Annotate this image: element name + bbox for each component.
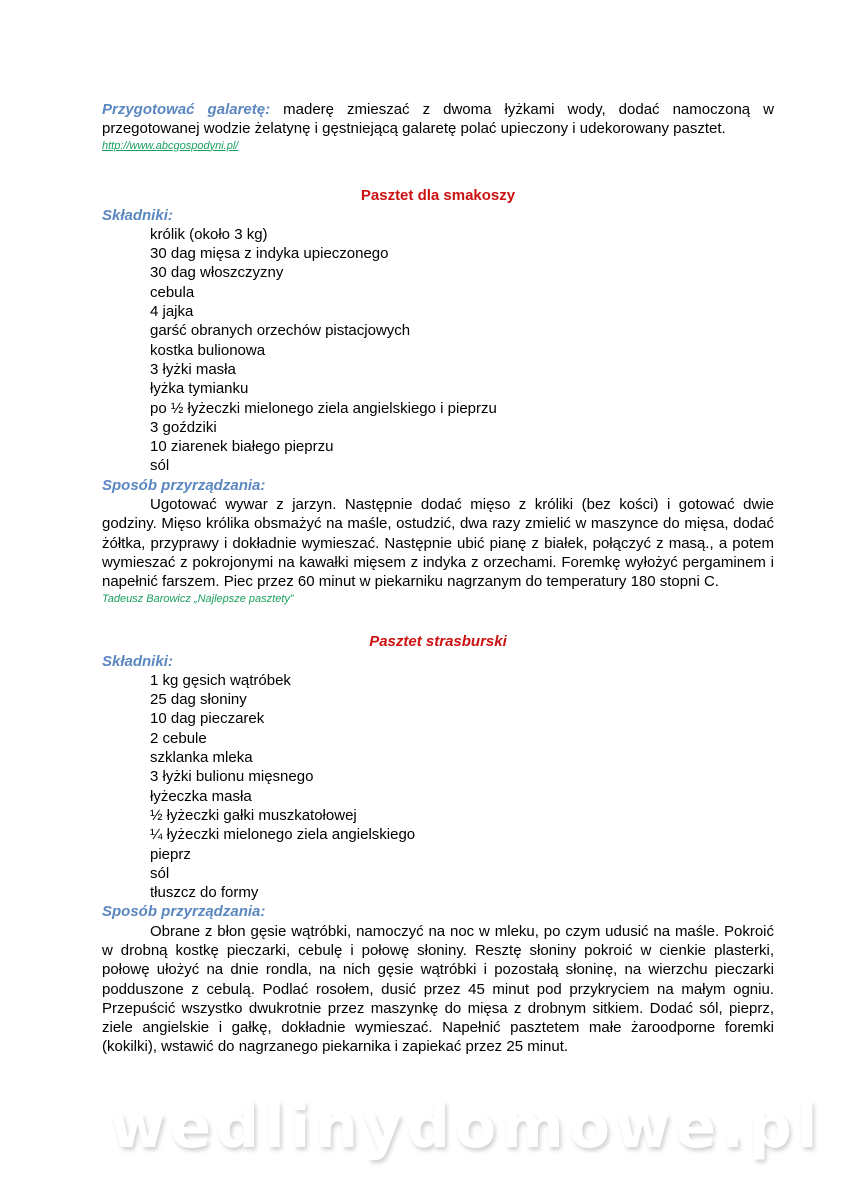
ingredient-item: 4 jajka	[150, 303, 194, 321]
recipe-source: Tadeusz Barowicz „Najlepsze pasztety”	[102, 592, 294, 605]
ingredients-list	[102, 671, 774, 903]
ingredient-item: ¼ łyżeczki mielonego ziela angielskiego	[150, 826, 416, 844]
source-link[interactable]: http://www.abcgospodyni.pl/	[102, 139, 239, 152]
ingredients-label: Składniki:	[102, 652, 173, 670]
watermark: wedlinydomowe.pl	[110, 1092, 823, 1162]
ingredient-item: kostka bulionowa	[150, 341, 266, 359]
method-text: Obrane z błon gęsie wątróbki, namoczyć na noc w mleku, po czym udusić na maśle. Pokroić w drobną kostkę pieczarki, cebulę i połowę słoniny. Resztę słoniny pokroić w cienkie plasterki, połowę ułożyć na dnie rondla, na nich gęsie wątróbki i pozostałą słoninę, na wierzchu pieczarki podduszone z cebulą. Podlać rosołem, dusić przez 45 minut pod przykryciem na małym ogniu. Przepuścić wszystko dwukrotnie przez maszynkę do mięsa z drobnym sitkiem. Dodać sól, pieprz, ziele angielskie i gałkę, dokładnie wymieszać. Napełnić pasztetem małe żaroodporne foremki (kokilki), wstawić do nagrzanego piekarnika i zapiekać przez 25 minut.	[102, 922, 774, 1056]
ingredient-item: sól	[150, 864, 170, 882]
ingredient-item: sól	[150, 457, 170, 475]
method-text: Ugotować wywar z jarzyn. Następnie dodać mięso z króliki (bez kości) i gotować dwie godziny. Mięso królika obsmażyć na maśle, ostudzić, dwa razy zmielić w maszynce do mięsa, dodać żółtka, przyprawy i dokładnie wymieszać. Następnie ubić pianę z białek, połączyć z masą., a potem wymieszać z pokrojonymi na kawałki mięsem z indyka z orzechami. Foremkę wyłożyć pergaminem i napełnić farszem. Piec przez 60 minut w piekarniku nagrzanym do temperatury 180 stopni C.	[102, 496, 774, 591]
ingredient-item: 10 dag pieczarek	[150, 710, 265, 728]
intro-text: maderę zmieszać z dwoma łyżkami wody, dodać namoczoną w przegotowanej wodzie żelatynę i gęstniejącą galaretę polać upieczony i udekorowany pasztet.	[102, 101, 774, 138]
ingredient-item: tłuszcz do formy	[150, 884, 259, 902]
ingredient-item: ½ łyżeczki gałki muszkatołowej	[150, 806, 357, 824]
ingredients-list	[102, 225, 774, 476]
method-label: Sposób przyrządzania:	[102, 476, 266, 494]
ingredient-item: cebula	[150, 283, 195, 301]
ingredient-item: 25 dag słoniny	[150, 691, 247, 709]
recipe-title: Pasztet dla smakoszy	[360, 186, 516, 204]
ingredient-item: 30 dag włoszczyzny	[150, 264, 284, 282]
ingredients-label: Składniki:	[102, 206, 173, 224]
intro-label: Przygotować galaretę:	[102, 101, 271, 118]
ingredient-item: 30 dag mięsa z indyka upieczonego	[150, 245, 389, 263]
recipe-strasburski	[102, 632, 774, 1057]
ingredient-item: 3 łyżki masła	[150, 360, 236, 378]
method-label: Sposób przyrządzania:	[102, 903, 266, 921]
intro-paragraph	[102, 100, 774, 139]
ingredient-item: 3 goździki	[150, 418, 217, 436]
document-page	[102, 100, 774, 1057]
ingredient-item: szklanka mleka	[150, 749, 253, 767]
recipe-smakoszy	[102, 186, 774, 606]
ingredient-item: po ½ łyżeczki mielonego ziela angielskiego i pieprzu	[150, 399, 497, 417]
recipe-title: Pasztet strasburski	[369, 632, 507, 650]
ingredient-item: pieprz	[150, 845, 191, 863]
ingredient-item: łyżka tymianku	[150, 380, 249, 398]
ingredient-item: królik (około 3 kg)	[150, 225, 268, 243]
ingredient-item: garść obranych orzechów pistacjowych	[150, 322, 411, 340]
ingredient-item: łyżeczka masła	[150, 787, 252, 805]
ingredient-item: 10 ziarenek białego pieprzu	[150, 438, 334, 456]
ingredient-item: 2 cebule	[150, 729, 207, 747]
ingredient-item: 1 kg gęsich wątróbek	[150, 671, 291, 689]
ingredient-item: 3 łyżki bulionu mięsnego	[150, 768, 314, 786]
